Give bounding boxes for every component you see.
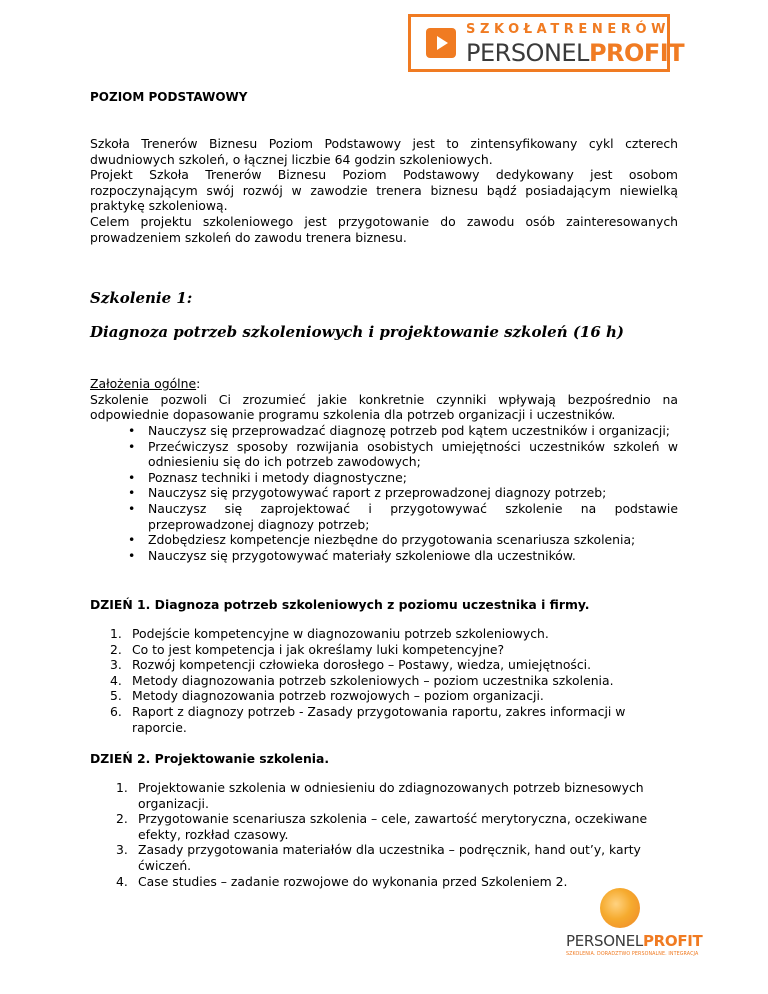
intro-paragraph-1: Szkoła Trenerów Biznesu Poziom Podstawowy jest to zintensyfikowany cykl czterech dwudniowych szkoleń, o łącznej liczbie 64 godzin szkoleniowych. (90, 136, 678, 167)
logo-wordmark: PERSONELPROFIT (466, 39, 685, 67)
list-item: • Poznasz techniki i metody diagnostyczne; (128, 469, 407, 485)
bullet-list (128, 423, 678, 563)
logo-tagline: SZKOLENIA. DORADZTWO PERSONALNE. INTEGRACJA (566, 952, 699, 957)
list-item: • Przećwiczysz sposoby rozwijania osobistych umiejętności uczestników szkoleń w odniesieniu się do ich potrzeb zawodowych; (128, 438, 678, 470)
zalozenia-text: Szkolenie pozwoli Ci zrozumieć jakie konkretnie czynniki wpływają bezpośrednio na odpowiednie dopasowanie programu szkolenia dla potrzeb organizacji i uczestników. (90, 391, 678, 423)
list-item: 6. Raport z diagnozy potrzeb - Zasady przygotowania raportu, zakres informacji w raporcie. (110, 703, 626, 735)
szkola-trenerow-logo (408, 14, 685, 76)
list-item: 5. Metody diagnozowania potrzeb rozwojowych – poziom organizacji. (110, 688, 544, 704)
logo-wordmark: PERSONELPROFIT (566, 932, 703, 950)
logo-subtitle: SZKOŁATRENERÓW (466, 22, 671, 37)
day2-title: DZIEŃ 2. Projektowanie szkolenia. (90, 751, 330, 766)
level-heading: POZIOM PODSTAWOWY (90, 90, 248, 104)
szkolenie-label: Szkolenie 1: (90, 289, 193, 307)
list-item: 2. Co to jest kompetencja i jak określamy luki kompetencyjne? (110, 641, 505, 657)
zalozenia-label: Założenia ogólne (90, 376, 197, 391)
list-item: 3. Zasady przygotowania materiałów dla uczestnika – podręcznik, hand out’y, karty ćwiczeń. (116, 842, 641, 873)
day2-list (116, 780, 656, 889)
personel-profit-logo (566, 888, 703, 970)
zalozenia-section (90, 376, 678, 423)
list-item: • Nauczysz się zaprojektować i przygotowywać szkolenie na podstawie przeprowadzonej diagnozy potrzeb; (128, 500, 678, 532)
swirl-icon (600, 888, 640, 928)
list-item: • Zdobędziesz kompetencje niezbędne do przygotowania scenariusza szkolenia; (128, 532, 636, 548)
intro-paragraph-2: Projekt Szkoła Trenerów Biznesu Poziom Podstawowy dedykowany jest osobom rozpoczynającym swój rozwój w zawodzie trenera biznesu bądź posiadającym niewielką praktykę szkoleniową. (90, 167, 678, 214)
list-item: 2. Przygotowanie scenariusza szkolenia – cele, zawartość merytoryczna, oczekiwane efekty, rozkład czasowy. (116, 811, 648, 842)
list-item: • Nauczysz się przygotowywać materiały szkoleniowe dla uczestników. (128, 547, 576, 563)
day1-list (110, 626, 630, 735)
intro-text (90, 136, 678, 245)
list-item: 4. Metody diagnozowania potrzeb szkoleniowych – poziom uczestnika szkolenia. (110, 672, 614, 688)
szkolenie-title: Diagnoza potrzeb szkoleniowych i projektowanie szkoleń (16 h) (90, 323, 625, 341)
list-item: 1. Projektowanie szkolenia w odniesieniu do zdiagnozowanych potrzeb biznesowych organizacji. (116, 780, 644, 811)
list-item: • Nauczysz się przeprowadzać diagnozę potrzeb pod kątem uczestników i organizacji; (128, 423, 670, 438)
list-item: 4. Case studies – zadanie rozwojowe do wykonania przed Szkoleniem 2. (116, 873, 568, 889)
list-item: 3. Rozwój kompetencji człowieka dorosłego – Postawy, wiedza, umiejętności. (110, 657, 592, 673)
day1-title: DZIEŃ 1. Diagnoza potrzeb szkoleniowych z poziomu uczestnika i firmy. (90, 597, 590, 612)
play-icon (426, 28, 456, 58)
list-item: • Nauczysz się przygotowywać raport z przeprowadzonej diagnozy potrzeb; (128, 485, 607, 501)
intro-paragraph-3: Celem projektu szkoleniowego jest przygotowanie do zawodu osób zainteresowanych prowadzeniem szkoleń do zawodu trenera biznesu. (90, 213, 678, 245)
list-item: 1. Podejście kompetencyjne w diagnozowaniu potrzeb szkoleniowych. (110, 626, 549, 641)
zalozenia-label-line: Założenia ogólne: (90, 376, 201, 391)
